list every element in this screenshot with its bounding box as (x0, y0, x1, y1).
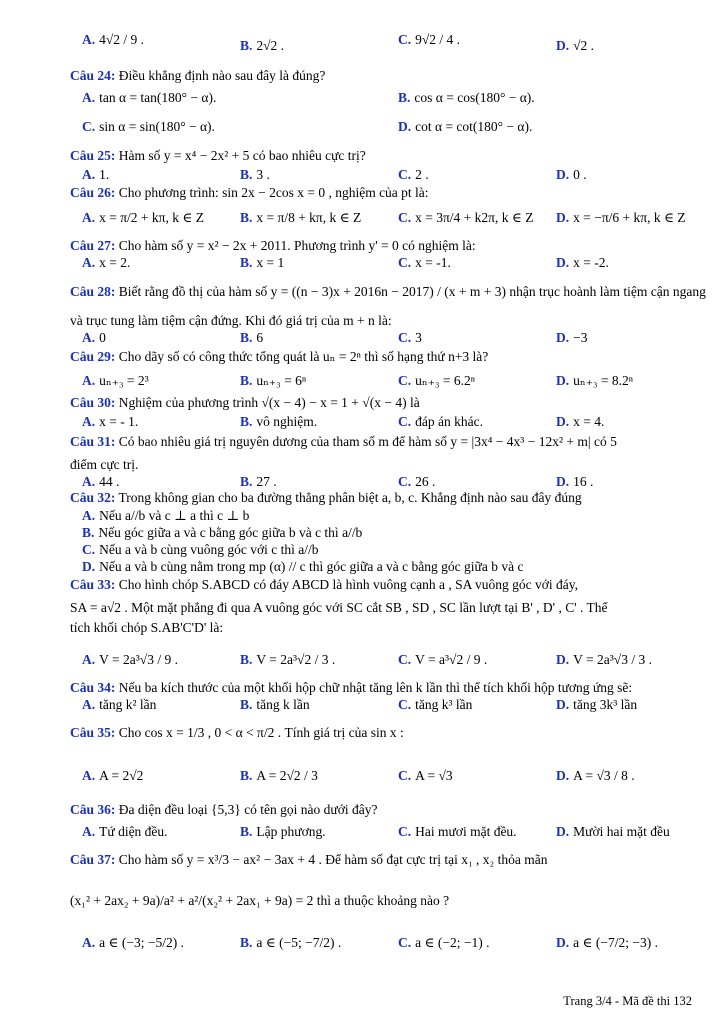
q25-stem: Câu 25: Hàm số y = x⁴ − 2x² + 5 có bao nhiêu cực trị? (70, 148, 366, 163)
q27-option-b: B. x = 1 (240, 255, 285, 270)
q36-option-c: C. Hai mươi mặt đều. (398, 824, 517, 839)
q31-stem-line2: điểm cực trị. (70, 457, 139, 472)
q36-option-a: A. Tứ diện đều. (82, 824, 168, 839)
q33-option-b: B. V = 2a³√2 / 3 . (240, 652, 336, 667)
q26-option-c: C. x = 3π/4 + k2π, k ∈ Z (398, 210, 534, 225)
page-footer: Trang 3/4 - Mã đề thi 132 (563, 994, 692, 1008)
q33-stem-line2: SA = a√2 . Một mặt phẳng đi qua A vuông góc với SC cắt SB , SD , SC lần lượt tại B' , D' , C' . Thể (70, 600, 608, 615)
q24-option-b: B. cos α = cos(180° − α). (398, 90, 535, 105)
q31-option-c: C. 26 . (398, 474, 436, 489)
q30-option-c: C. đáp án khác. (398, 414, 483, 429)
q26-stem: Câu 26: Cho phương trình: sin 2x − 2cos x = 0 , nghiệm của pt là: (70, 185, 429, 200)
q27-option-d: D. x = -2. (556, 255, 609, 270)
q37-stem-line2: (x₁² + 2ax₂ + 9a)/a² + a²/(x₂² + 2ax₁ + 9a) = 2 thì a thuộc khoảng nào ? (70, 893, 450, 908)
q23-option-a: A. 4√2 / 9 . (82, 32, 145, 47)
q34-option-b: B. tăng k lần (240, 697, 310, 712)
q34-option-d: D. tăng 3k³ lần (556, 697, 638, 712)
q33-option-c: C. V = a³√2 / 9 . (398, 652, 488, 667)
q25-option-c: C. 2 . (398, 167, 429, 182)
q34-option-a: A. tăng k² lần (82, 697, 157, 712)
q23-option-d: D. √2 . (556, 38, 595, 53)
q34-stem: Câu 34: Nếu ba kích thước của một khối hộp chữ nhật tăng lên k lần thì thể tích khối hộp tương ứng sẽ: (70, 680, 633, 695)
q28-option-b: B. 6 (240, 330, 264, 345)
q35-option-a: A. A = 2√2 (82, 768, 144, 783)
q35-option-d: D. A = √3 / 8 . (556, 768, 635, 783)
q23-option-b: B. 2√2 . (240, 38, 285, 53)
q29-option-c: C. uₙ₊₃ = 6.2ⁿ (398, 373, 476, 388)
q24-option-c: C. sin α = sin(180° − α). (82, 119, 215, 134)
q35-stem: Câu 35: Cho cos x = 1/3 , 0 < α < π/2 . Tính giá trị của sin x : (70, 725, 404, 740)
q27-option-c: C. x = -1. (398, 255, 451, 270)
q37-stem-line1: Câu 37: Cho hàm số y = x³/3 − ax² − 3ax + 4 . Để hàm số đạt cực trị tại x₁ , x₂ thỏa mãn (70, 852, 548, 867)
q31-stem-line1: Câu 31: Có bao nhiêu giá trị nguyên dương của tham số m để hàm số y = |3x⁴ − 4x³ − 12x² + m| có 5 (70, 434, 617, 449)
q29-stem: Câu 29: Cho dãy số có công thức tổng quát là uₙ = 2ⁿ thì số hạng thứ n+3 là? (70, 349, 489, 364)
q31-option-a: A. 44 . (82, 474, 120, 489)
q36-option-b: B. Lập phương. (240, 824, 326, 839)
q35-option-c: C. A = √3 (398, 768, 453, 783)
q27-stem: Câu 27: Cho hàm số y = x² − 2x + 2011. Phương trình y' = 0 có nghiệm là: (70, 238, 476, 253)
q31-option-d: D. 16 . (556, 474, 594, 489)
q30-option-a: A. x = - 1. (82, 414, 139, 429)
q34-option-c: C. tăng k³ lần (398, 697, 473, 712)
q33-option-a: A. V = 2a³√3 / 9 . (82, 652, 178, 667)
q30-option-d: D. x = 4. (556, 414, 605, 429)
q26-option-d: D. x = −π/6 + kπ, k ∈ Z (556, 210, 686, 225)
q32-stem: Câu 32: Trong không gian cho ba đường thẳng phân biệt a, b, c. Khẳng định nào sau đây đúng (70, 490, 582, 505)
q36-option-d: D. Mười hai mặt đều (556, 824, 670, 839)
q32-option-c: C. Nếu a và b cùng vuông góc với c thì a//b (82, 542, 319, 557)
q32-option-a: A. Nếu a//b và c ⊥ a thì c ⊥ b (82, 508, 250, 523)
q23-option-c: C. 9√2 / 4 . (398, 32, 461, 47)
q26-option-a: A. x = π/2 + kπ, k ∈ Z (82, 210, 204, 225)
q29-option-b: B. uₙ₊₃ = 6ⁿ (240, 373, 307, 388)
q37-option-b: B. a ∈ (−5; −7/2) . (240, 935, 342, 950)
q28-option-c: C. 3 (398, 330, 422, 345)
q37-option-d: D. a ∈ (−7/2; −3) . (556, 935, 658, 950)
q33-stem-line3: tích khối chóp S.AB'C'D' là: (70, 620, 224, 635)
q30-option-b: B. vô nghiệm. (240, 414, 318, 429)
q28-stem-line1: Câu 28: Biết rằng đồ thị của hàm số y = ((n − 3)x + 2016n − 2017) / (x + m + 3) nhận trục hoành làm tiệm cận ngang (70, 284, 706, 299)
q28-stem-line2: và trục tung làm tiệm cận đứng. Khi đó giá trị của m + n là: (70, 313, 392, 328)
q37-option-c: C. a ∈ (−2; −1) . (398, 935, 490, 950)
q24-stem: Câu 24: Điều khẳng định nào sau đây là đúng? (70, 68, 326, 83)
q24-option-a: A. tan α = tan(180° − α). (82, 90, 217, 105)
q33-stem-line1: Câu 33: Cho hình chóp S.ABCD có đáy ABCD là hình vuông cạnh a , SA vuông góc với đáy, (70, 577, 579, 592)
q28-option-a: A. 0 (82, 330, 106, 345)
q36-stem: Câu 36: Đa diện đều loại {5,3} có tên gọi nào dưới đây? (70, 802, 378, 817)
q31-option-b: B. 27 . (240, 474, 277, 489)
q28-option-d: D. −3 (556, 330, 588, 345)
q32-option-b: B. Nếu góc giữa a và c bằng góc giữa b và c thì a//b (82, 525, 363, 540)
q25-option-b: B. 3 . (240, 167, 270, 182)
q25-option-d: D. 0 . (556, 167, 587, 182)
q32-option-d: D. Nếu a và b cùng nằm trong mp (α) // c thì góc giữa a và c bằng góc giữa b và c (82, 559, 524, 574)
q37-option-a: A. a ∈ (−3; −5/2) . (82, 935, 184, 950)
q30-stem: Câu 30: Nghiệm của phương trình √(x − 4) − x = 1 + √(x − 4) là (70, 395, 420, 410)
q24-option-d: D. cot α = cot(180° − α). (398, 119, 533, 134)
q25-option-a: A. 1. (82, 167, 110, 182)
q27-option-a: A. x = 2. (82, 255, 131, 270)
q29-option-d: D. uₙ₊₃ = 8.2ⁿ (556, 373, 634, 388)
q35-option-b: B. A = 2√2 / 3 (240, 768, 318, 783)
q26-option-b: B. x = π/8 + kπ, k ∈ Z (240, 210, 362, 225)
q33-option-d: D. V = 2a³√3 / 3 . (556, 652, 652, 667)
q29-option-a: A. uₙ₊₃ = 2³ (82, 373, 149, 388)
